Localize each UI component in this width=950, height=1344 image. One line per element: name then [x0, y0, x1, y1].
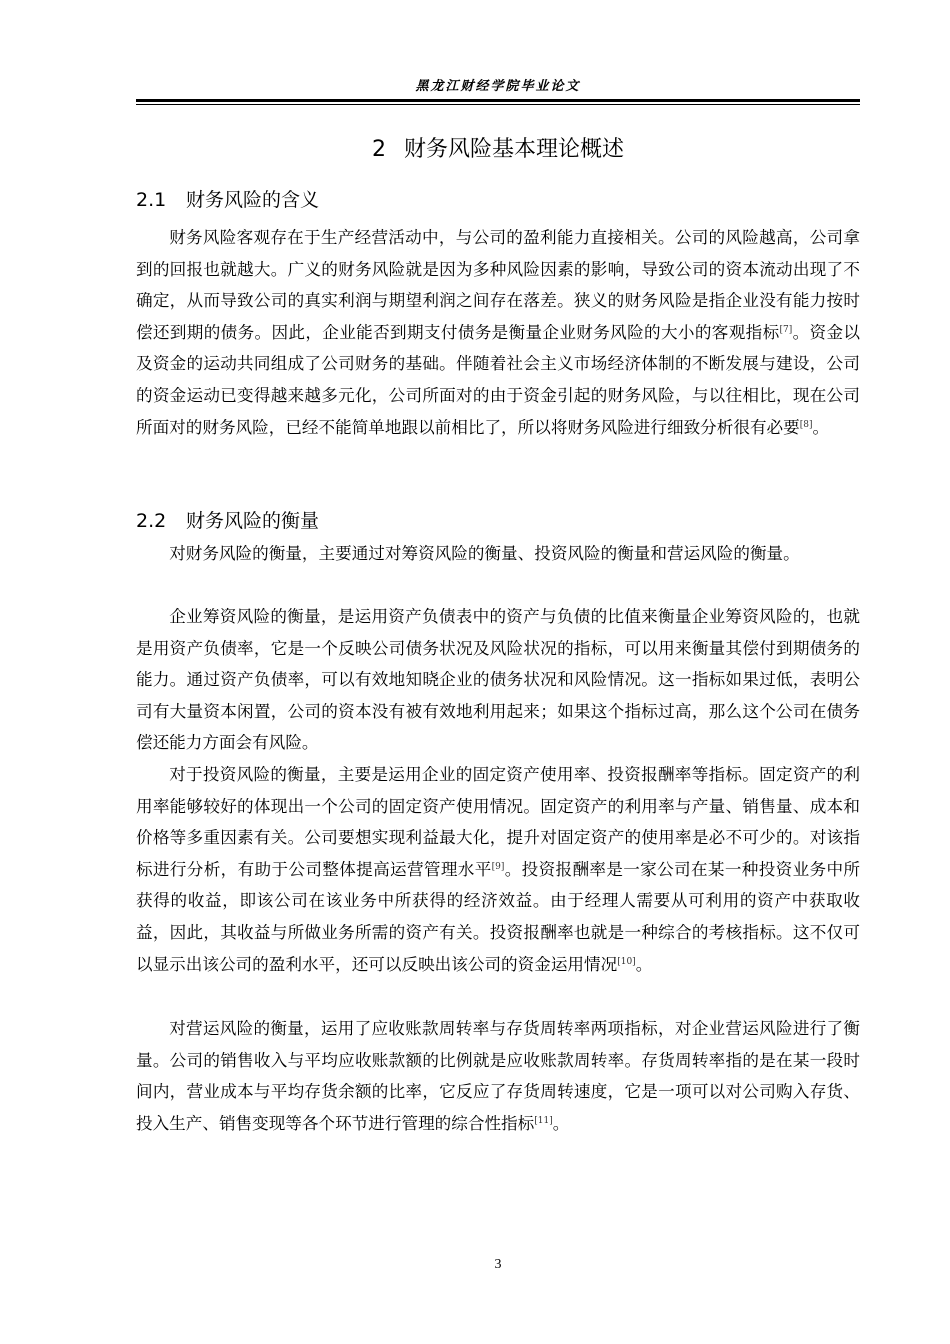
paragraph-text: 。 [552, 1113, 570, 1133]
paragraph-text: 企业筹资风险的衡量，是运用资产负债表中的资产与负债的比值来衡量企业筹资风险的，也就是用资产负债率，它是一个反映公司债务状况及风险状况的指标，可以用来衡量其偿付到期债务的能力。通过资产负债率，可以有效地知晓企业的债务状况和风险情况。这一指标如果过低，表明公司有大量资本闲置，公司的资本没有被有效地利用起来；如果这个指标过高，那么这个公司在债务偿还能力方面会有风险。 [136, 607, 860, 753]
chapter-number: 2 [371, 137, 386, 162]
paragraph-text: 对财务风险的衡量，主要通过对筹资风险的衡量、投资风险的衡量和营运风险的衡量。 [169, 544, 800, 563]
section-heading-2-1 [136, 186, 860, 214]
citation-ref: [9] [491, 861, 505, 872]
section-heading-2-2 [136, 507, 860, 535]
paragraph-text: 。 [812, 417, 830, 437]
paragraph-text: 财务风险客观存在于生产经营活动中，与公司的盈利能力直接相关。公司的风险越高，公司拿到的回报也就越大。广义的财务风险就是因为多种风险因素的影响，导致公司的资本流动出现了不确定，从而导致公司的真实利润与期望利润之间存在落差。狭义的财务风险是指企业没有能力按时偿还到期的债务。因此，企业能否到期支付债务是衡量企业财务风险的大小的客观指标 [136, 228, 860, 342]
paragraph [136, 759, 860, 980]
header-rule-thick [136, 99, 860, 102]
paragraph [136, 222, 860, 443]
citation-ref: [11] [534, 1115, 553, 1126]
paragraph [136, 538, 860, 570]
chapter-title [136, 134, 860, 166]
paragraph-text: 。投资报酬率是一家公司在某一种投资业务中所获得的收益，即该公司在该业务中所获得的经济效益。由于经理人需要从可利用的资产中获取收益，因此，其收益与所做业务所需的资产有关。投资报酬率也就是一种综合的考核指标。这不仅可以显示出该公司的盈利水平，还可以反映出该公司的资金运用情况 [136, 859, 860, 974]
running-header: 黑龙江财经学院毕业论文 [415, 79, 581, 94]
paragraph-text: 。资金以及资金的运动共同组成了公司财务的基础。伴随着社会主义市场经济体制的不断发展与建设，公司的资金运动已变得越来越多元化，公司所面对的由于资金引起的财务风险，与以往相比，现在公司所面对的财务风险，已经不能简单地跟以前相比了，所以将财务风险进行细致分析很有必要 [136, 322, 861, 437]
paragraph-text: 对于投资风险的衡量，主要是运用企业的固定资产使用率、投资报酬率等指标。固定资产的利用率能够较好的体现出一个公司的固定资产使用情况。固定资产的利用率与产量、销售量、成本和价格等多重因素有关。公司要想实现利益最大化，提升对固定资产的使用率是必不可少的。对该指标进行分析，有助于公司整体提高运营管理水平 [136, 765, 860, 879]
section-number: 2.1 [136, 189, 167, 211]
section-title: 财务风险的衡量 [186, 510, 320, 532]
page-number: 3 [494, 1257, 502, 1272]
chapter-title-text: 财务风险基本理论概述 [403, 137, 624, 162]
section-title: 财务风险的含义 [186, 189, 320, 211]
paragraph-text: 。 [635, 954, 653, 974]
paragraph-text: 对营运风险的衡量，运用了应收账款周转率与存货周转率两项指标，对企业营运风险进行了衡量。公司的销售收入与平均应收账款额的比例就是应收账款周转率。存货周转率指的是在某一段时间内，营业成本与平均存货余额的比率，它反应了存货周转速度，它是一项可以对公司购入存货、投入生产、销售变现等各个环节进行管理的综合性指标 [136, 1019, 860, 1133]
header-rule-thin [136, 104, 860, 105]
citation-ref: [8] [799, 419, 813, 430]
paragraph [136, 601, 860, 759]
paragraph [136, 1013, 860, 1139]
citation-ref: [7] [779, 324, 793, 335]
citation-ref: [10] [617, 956, 636, 967]
section-number: 2.2 [136, 510, 167, 532]
